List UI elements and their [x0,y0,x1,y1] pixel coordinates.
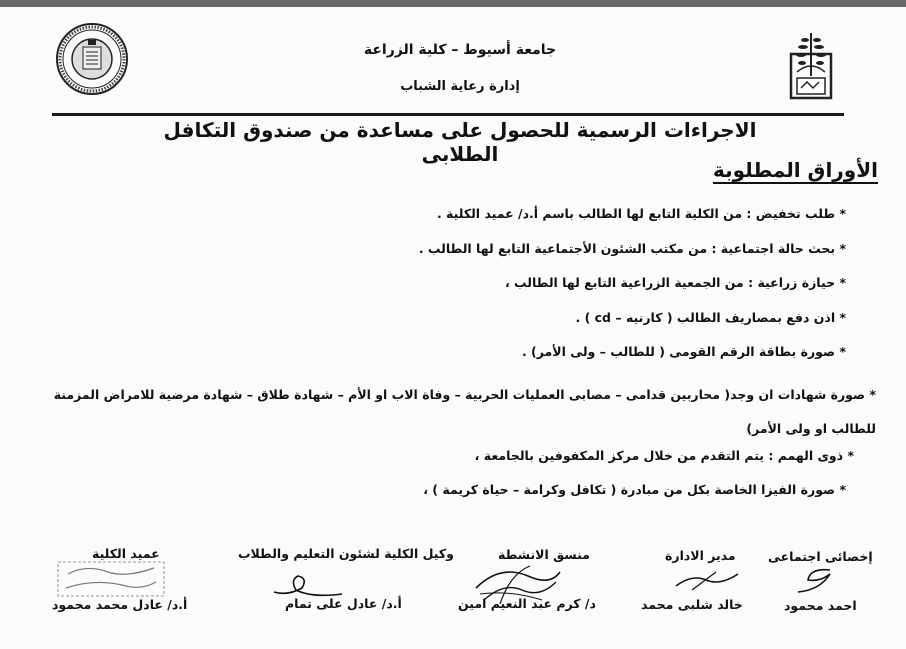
list-item: * طلب تخفيض : من الكلية التابع لها الطالب باسم أ.د/ عميد الكلية . [436,206,846,221]
signature-name: احمد محمود [784,598,857,613]
list-item: * اذن دفع بمصاريف الطالب ( كارنيه – cd ) . [575,309,846,325]
signature-title: وكيل الكلية لشئون التعليم والطلاب [238,546,454,561]
list-item: * صورة بطاقة الرقم القومى ( للطالب – ولى الأمر) . [521,344,846,359]
list-item: * صورة شهادات ان وجد( محاربين قدامى – مصابى العمليات الحربية – وفاة الاب او الأم – شهادة طلاق – شهادة مرضية للامراض المزمنة للطالب او ولى الأمر) [53,386,876,436]
header-divider [52,113,844,116]
requirements-list [16,205,876,516]
window-top-bar [0,0,906,7]
signature-stamp-icon [56,560,166,598]
department-line: إدارة رعاية الشباب [400,79,520,94]
signature-name: د/ كرم عبد النعيم امين [458,596,596,611]
signature-title: إخصائى اجتماعى [768,549,873,564]
signature-name: خالد شلبى محمد [641,597,743,612]
university-seal-icon [55,22,129,96]
signature-title: عميد الكلية [92,546,160,561]
signature-scribble-icon [672,568,742,594]
university-line: جامعة أسيوط – كلية الزراعة [363,42,557,58]
signature-title: مدير الادارة [665,548,736,563]
faculty-logo-icon [783,30,839,102]
list-item: * حيازة زراعية : من الجمعية الزراعية التابع لها الطالب ، [504,275,846,290]
signature-title: منسق الانشطة [498,547,590,562]
signature-scribble-icon [470,560,565,610]
signature-name: أ.د/ عادل على تمام [285,596,402,611]
section-heading: الأوراق المطلوبة [713,158,878,182]
list-item: * صورة الفيزا الخاصة بكل من مبادرة ( تكافل وكرامة – حياة كريمة ) ، [423,482,846,497]
signature-scribble-icon [268,570,348,600]
signature-name: أ.د/ عادل محمد محمود [52,597,188,612]
list-item: * بحث حالة اجتماعية : من مكتب الشئون الأجتماعية التابع لها الطالب . [418,240,846,256]
list-item: * ذوى الهمم : يتم التقدم من خلال مركز المكفوفين بالجامعة ، [474,447,854,463]
signature-scribble-icon [790,566,850,596]
page-title: الاجراءات الرسمية للحصول على مساعدة من صندوق التكافل الطلابى [163,118,757,166]
